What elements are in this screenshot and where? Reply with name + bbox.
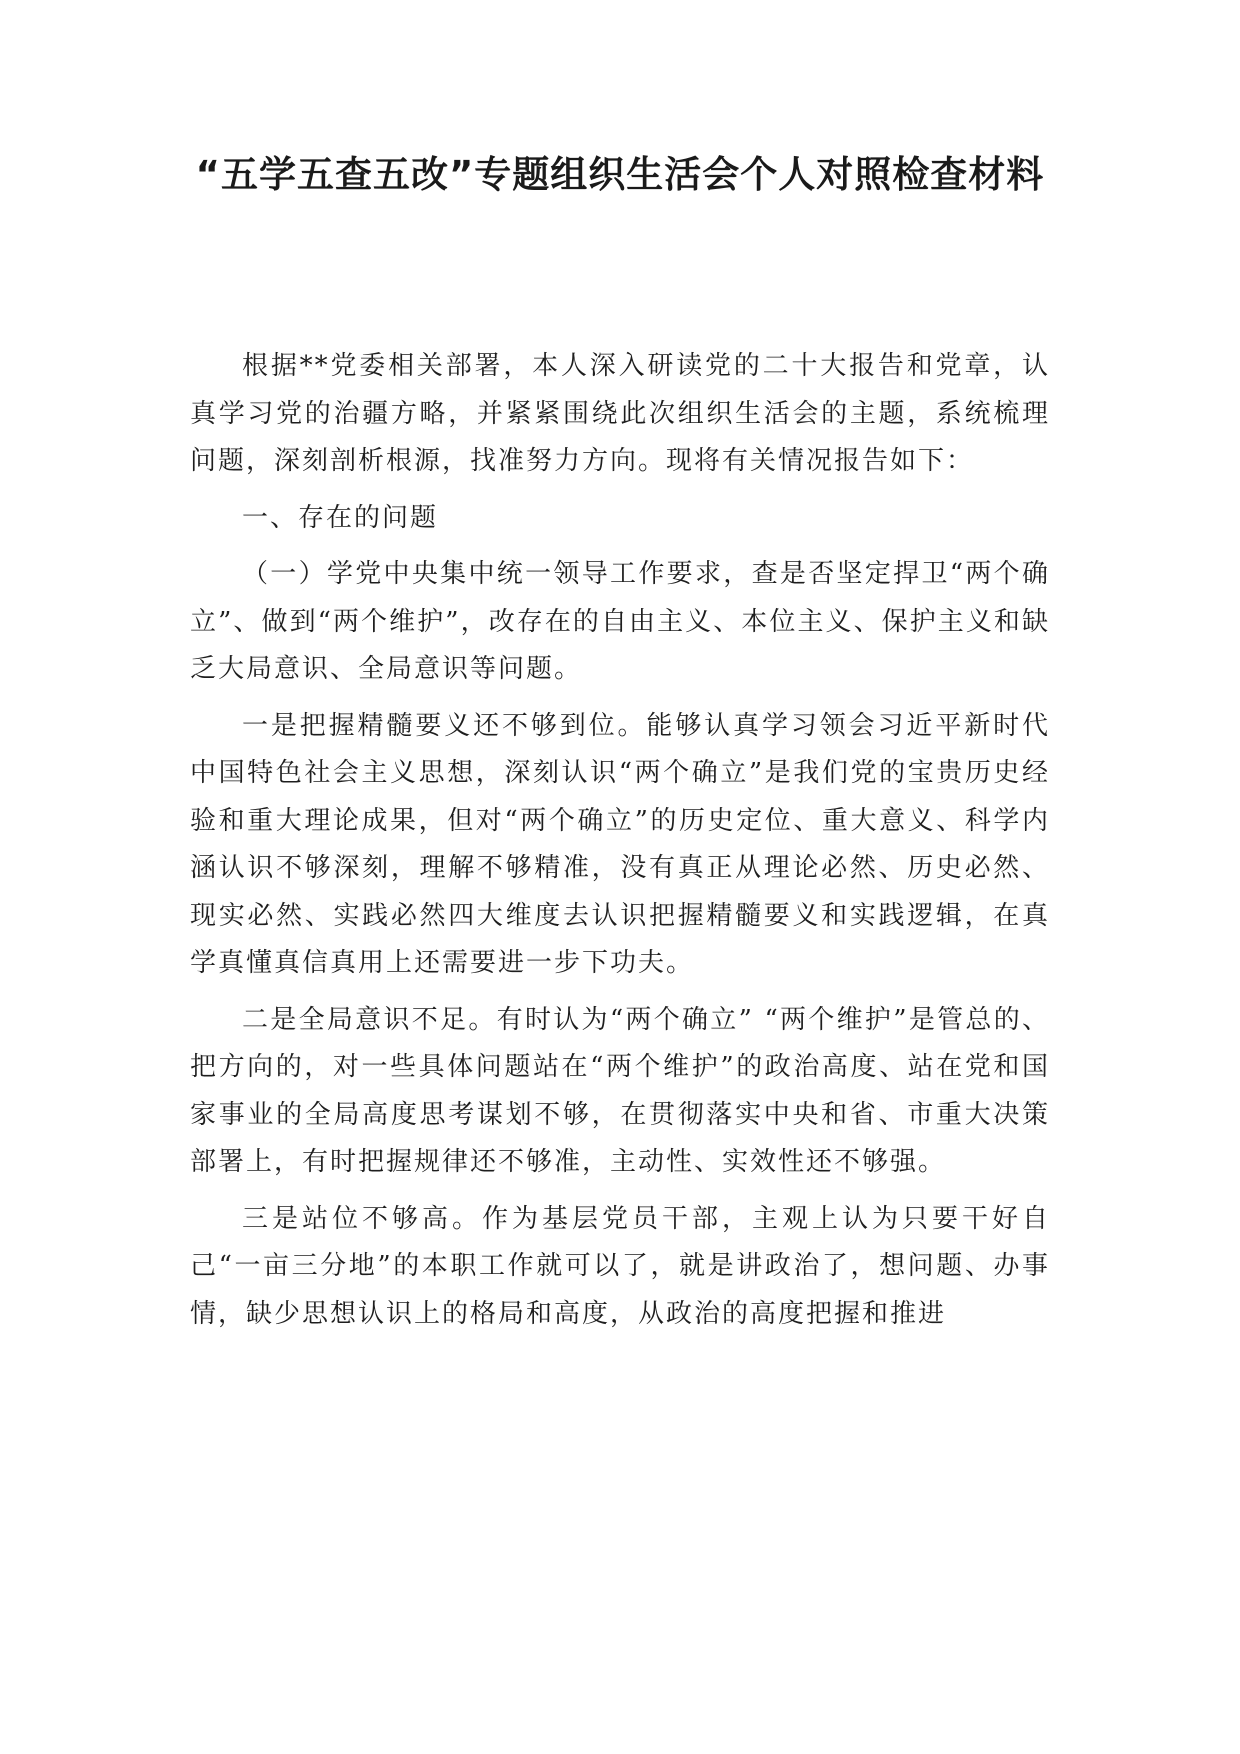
document-body xyxy=(190,343,1050,1347)
subsection-heading: （一）学党中央集中统一领导工作要求，查是否坚定捍卫“两个确立”、做到“两个维护”，改存在的自由主义、本位主义、保护主义和缺乏大局意识、全局意识等问题。 xyxy=(190,559,1050,684)
section-heading: 一、存在的问题 xyxy=(242,502,439,533)
intro-paragraph: 根据**党委相关部署，本人深入研读党的二十大报告和党章，认真学习党的治疆方略，并紧紧围绕此次组织生活会的主题，系统梳理问题，深刻剖析根源，找准努力方向。现将有关情况报告如下： xyxy=(190,351,1050,476)
point-two-paragraph: 二是全局意识不足。有时认为“两个确立” “两个维护”是管总的、把方向的，对一些具体问题站在“两个维护”的政治高度、站在党和国家事业的全局高度思考谋划不够，在贯彻落实中央和省、市重大决策部署上，有时把握规律还不够准，主动性、实效性还不够强。 xyxy=(190,1004,1050,1177)
point-one-paragraph: 一是把握精髓要义还不够到位。能够认真学习领会习近平新时代中国特色社会主义思想，深刻认识“两个确立”是我们党的宝贵历史经验和重大理论成果，但对“两个确立”的历史定位、重大意义、科学内涵认识不够深刻，理解不够精准，没有真正从理论必然、历史必然、现实必然、实践必然四大维度去认识把握精髓要义和实践逻辑，在真学真懂真信真用上还需要进一步下功夫。 xyxy=(190,710,1050,978)
point-three-paragraph: 三是站位不够高。作为基层党员干部，主观上认为只要干好自己“一亩三分地”的本职工作就可以了，就是讲政治了，想问题、办事情，缺少思想认识上的格局和高度，从政治的高度把握和推进 xyxy=(190,1203,1050,1329)
document-title: “五学五查五改”专题组织生活会个人对照检查材料 xyxy=(195,153,1045,196)
